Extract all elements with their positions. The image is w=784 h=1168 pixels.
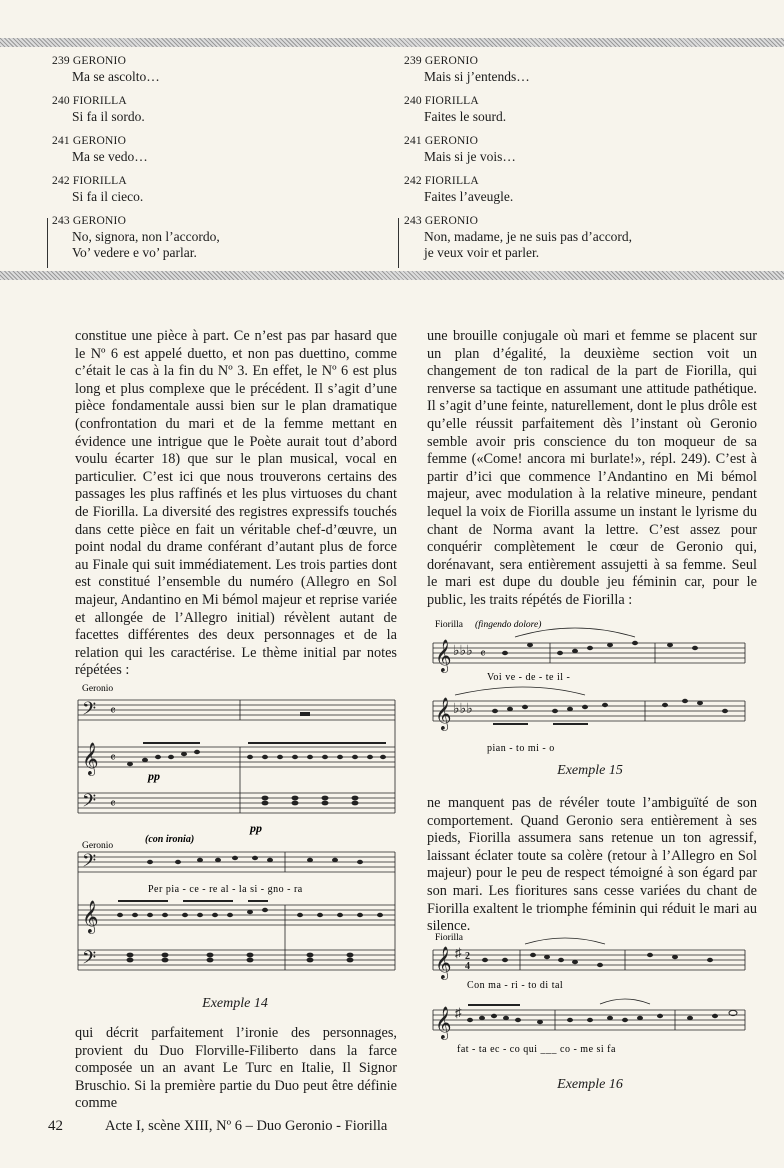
dialogue-entry	[404, 53, 744, 85]
speaker-label: 239 GERONIO	[52, 55, 127, 67]
performance-direction: (fingendo dolore)	[475, 620, 542, 630]
dialogue-french	[404, 53, 744, 261]
bracket-rule	[47, 218, 48, 268]
dialogue-line: Faites le sourd.	[424, 109, 507, 124]
speaker-label: 240 FIORILLA	[404, 95, 479, 107]
voice-label: Fiorilla	[435, 933, 463, 943]
bottom-border-band	[0, 271, 784, 280]
bass-clef-icon: 𝄢	[82, 698, 97, 723]
lyrics: fat - ta ec - co qui ___ co - me si fa	[457, 1044, 616, 1055]
key-signature: ♭♭♭	[453, 702, 473, 717]
dialogue-line: No, signora, non l’accordo,	[72, 229, 220, 244]
dialogue-line: Mais si je vois…	[424, 149, 516, 164]
lyrics: Per pia - ce - re al - la si - gno - ra	[148, 884, 303, 895]
lyrics: Con ma - ri - to di tal	[467, 980, 564, 991]
dialogue-line: Si fa il sordo.	[72, 109, 145, 124]
key-signature: ♯	[455, 1005, 462, 1020]
key-signature: ♭♭♭	[453, 644, 473, 659]
example-caption: Exemple 15	[557, 763, 623, 778]
staff-lines	[78, 700, 395, 813]
time-signature: 2	[465, 951, 470, 962]
dialogue-line: Ma se ascolto…	[72, 69, 160, 84]
speaker-label: 240 FIORILLA	[52, 95, 127, 107]
lyrics: Voi ve - de - te il -	[487, 672, 571, 683]
dialogue-entry	[52, 173, 382, 205]
dialogue-entry	[52, 93, 382, 125]
treble-clef-icon: 𝄞	[82, 744, 99, 775]
notes-bass-1	[262, 796, 359, 806]
right-column-text	[427, 795, 757, 936]
lyrics: pian - to mi - o	[487, 743, 555, 754]
dialogue-italian	[52, 53, 382, 261]
speaker-label: 242 FIORILLA	[52, 175, 127, 187]
page-number: 42	[48, 1118, 63, 1134]
music-example-14	[70, 680, 400, 980]
bracket-rule	[398, 218, 399, 268]
notes-bass-2	[127, 953, 354, 963]
dialogue-line: je veux voir et parler.	[424, 245, 540, 260]
treble-clef-icon: 𝄞	[435, 641, 452, 672]
speaker-label: 241 GERONIO	[404, 135, 479, 147]
dialogue-entry	[404, 93, 744, 125]
speaker-label: 242 FIORILLA	[404, 175, 479, 187]
voice-label: Geronio	[82, 841, 114, 851]
dialogue-line: Faites l’aveugle.	[424, 189, 514, 204]
time-signature: 𝄴	[110, 750, 116, 765]
dialogue-line: Vo’ vedere e vo’ parlar.	[72, 245, 197, 260]
example-caption: Exemple 16	[557, 1077, 623, 1092]
left-column-text	[75, 328, 397, 680]
dialogue-entry	[52, 133, 382, 165]
music-example-16	[425, 928, 755, 1063]
dynamic-marking: pp	[148, 769, 160, 783]
speaker-label: 243 GERONIO	[52, 215, 127, 227]
left-column-text	[75, 1025, 397, 1113]
treble-clef-icon: 𝄞	[435, 699, 452, 730]
voice-label: Geronio	[82, 684, 114, 694]
dialogue-entry	[52, 53, 382, 85]
speaker-label: 239 GERONIO	[404, 55, 479, 67]
paragraph: qui décrit parfaitement l’ironie des personnages, provient du Duo Florville-Filiberto dans la farce composée un an avant Le Turc en Italie, Il Signor Bruschio. Si la première partie du Duo peut être définie comme	[75, 1025, 397, 1112]
top-border-band	[0, 38, 784, 47]
speaker-label: 241 GERONIO	[52, 135, 127, 147]
treble-clef-icon: 𝄞	[435, 1008, 452, 1039]
speaker-label: 243 GERONIO	[404, 215, 479, 227]
dialogue-line: Non, madame, je ne suis pas d’accord,	[424, 229, 633, 244]
music-example-15	[425, 613, 755, 763]
dialogue-entry	[404, 213, 744, 261]
treble-clef-icon: 𝄞	[82, 902, 99, 933]
treble-clef-icon: 𝄞	[435, 948, 452, 979]
dialogue-entry	[404, 173, 744, 205]
bass-clef-icon: 𝄢	[82, 947, 97, 972]
key-signature: ♯	[455, 945, 462, 960]
dynamic-marking: pp	[250, 821, 262, 835]
dialogue-entry	[404, 133, 744, 165]
paragraph: ne manquent pas de révéler toute l’ambiguïté de son comportement. Quand Geronio sera entièrement à ses pieds, Fiorilla assumera sans retenue un ton agressif, laissant éclater toute sa colère (retour à l’Allegro en Sol majeur) pour le peu de respect témoigné à son égard par son mari. Les fioritures sans cesse variées du chant de Fiorilla exaltent le triomphe féminin qui réduit le mari au silence.	[427, 795, 757, 935]
right-column-text	[427, 328, 757, 610]
time-signature: 𝄴	[110, 703, 116, 718]
performance-direction: (con ironia)	[145, 834, 195, 845]
voice-label: Fiorilla	[435, 620, 463, 630]
time-signature: 4	[465, 961, 470, 972]
dialogue-entry	[52, 213, 382, 261]
running-title: Acte I, scène XIII, Nº 6 – Duo Geronio - Fiorilla	[105, 1118, 388, 1134]
paragraph: une brouille conjugale où mari et femme se placent sur un plan d’égalité, la deuxième section voit un changement de ton radical de la part de Fiorilla, qui renverse sa tactique en assumant une attitude pathétique. Il s’agit d’une feinte, naturellement, dont le plus drôle est qu’elle réussit parfaitement dès l’instant où Geronio semble avoir pris conscience du ton moqueur de sa femme («Come! ancora mi burlate!», répl. 249). C’est à partir d’ici que commence l’Andantino en Mi bémol majeur, avec modulation à la relative mineure, pendant lequel la voix de Fiorilla assume un instant le lyrisme du chant de Norma avant la lettre. C’est assez pour conquérir complètement le cœur de Geronio qui, dorénavant, sera entièrement assujetti à sa femme. Seul le mari est dupe du double jeu féminin car, pour le public, les traits répétés de Fiorilla :	[427, 328, 757, 608]
example-caption: Exemple 14	[202, 996, 268, 1011]
dialogue-line: Mais si j’entends…	[424, 69, 530, 84]
dialogue-line: Ma se vedo…	[72, 149, 148, 164]
paragraph: constitue une pièce à part. Ce n’est pas par hasard que le Nº 6 est appelé duetto, et non pas duettino, comme c’était le cas à la fin du Nº 3. En effet, le Nº 6 est plus long et plus complexe que le précédent. Il s’agit d’une pièce fondamentale aussi bien sur le plan dramatique (confrontation du mari et de la femme mettant en évidence une intrigue que le Poète aurait tout d’abord voulu écarter 18) que sur le plan musical, vocal en particulier. C’est ici que nous trouverons certains des passages les plus raffinés et les plus virtuoses du chant de Fiorilla. La diversité des registres expressifs touchés dans cette pièce en fait un véritable chef-d’œuvre, un point nodal du drame conférant d’autant plus de force au Finale qui suit immédiatement. Les trois parties dont est constitué l’ensemble du numéro (Allegro en Sol majeur, Andantino en Mi bémol majeur et reprise variée et allongée de l’Allegro initial) révèlent autant de facettes différentes des deux personnages et de la relation qui les caractérise. Le thème initial par notes répétées :	[75, 328, 397, 679]
time-signature: 𝄴	[110, 796, 116, 811]
dialogue-line: Si fa il cieco.	[72, 189, 144, 204]
time-signature: 𝄴	[480, 646, 486, 661]
bass-clef-icon: 𝄢	[82, 850, 97, 875]
bass-clef-icon: 𝄢	[82, 790, 97, 815]
